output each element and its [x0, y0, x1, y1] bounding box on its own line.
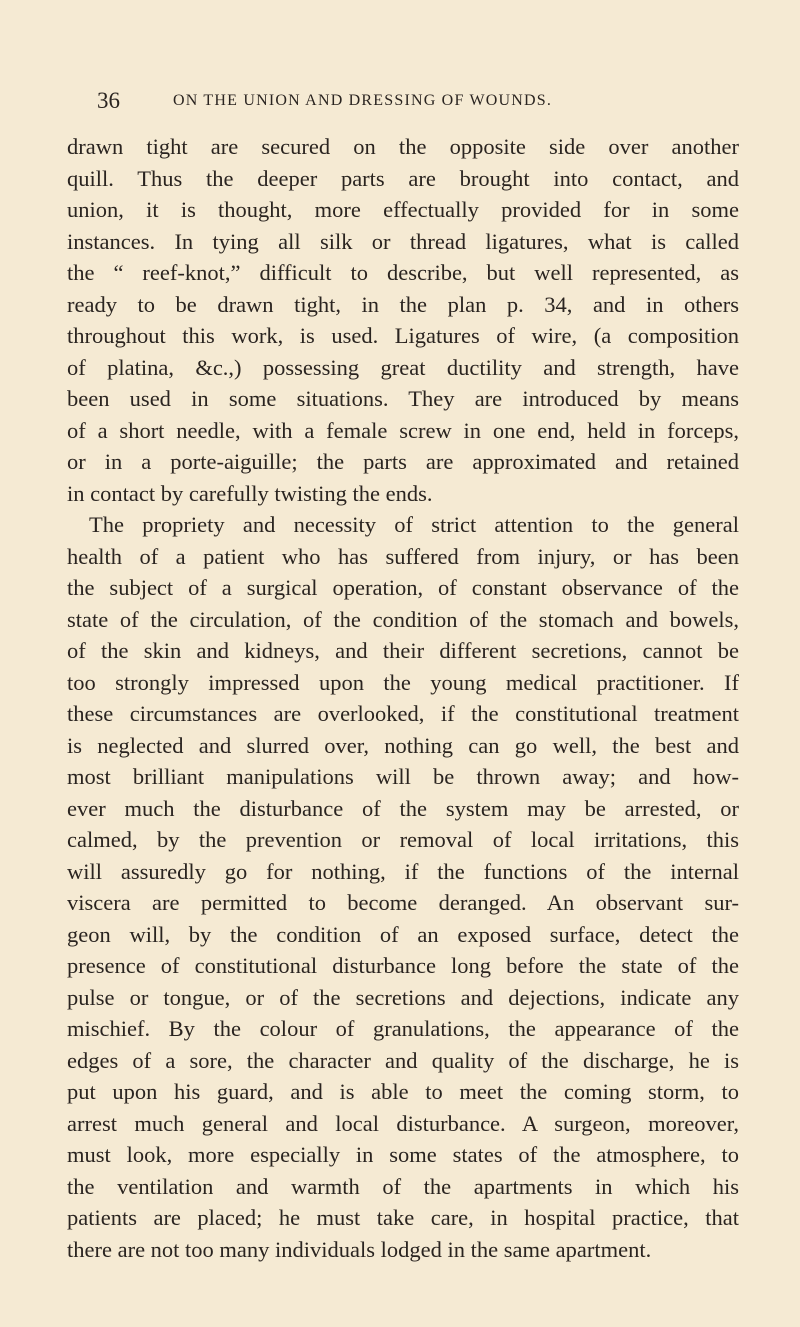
text-line: patients are placed; he must take care, in hospital practice, that [67, 1205, 739, 1230]
text-line: pulse or tongue, or of the secretions and dejections, indicate any [67, 984, 739, 1010]
text-line: throughout this work, is used. Ligatures of wire, (a composition [67, 323, 739, 348]
text-line: quill. Thus the deeper parts are brought into contact, and [67, 165, 739, 191]
text-line: most brilliant manipulations will be thrown away; and how- [67, 764, 739, 789]
text-line: calmed, by the prevention or removal of local irritations, this [67, 827, 739, 852]
text-line: or in a porte-aiguille; the parts are approximated and retained [67, 449, 739, 474]
text-line: the “ reef-knot,” difficult to describe, but well represented, as [67, 260, 739, 285]
text-line: will assuredly go for nothing, if the functions of the internal [67, 858, 739, 884]
text-line: ever much the disturbance of the system may be arrested, or [67, 795, 739, 821]
running-title: ON THE UNION AND DRESSING OF WOUNDS. [173, 92, 553, 109]
text-line: viscera are permitted to become deranged. An observant sur- [67, 890, 739, 915]
text-line: union, it is thought, more effectually provided for in some [67, 197, 739, 222]
text-line: The propriety and necessity of strict attention to the general [89, 512, 739, 537]
text-line: the subject of a surgical operation, of constant observance of the [67, 575, 739, 600]
text-line: too strongly impressed upon the young medical practitioner. If [67, 669, 739, 695]
text-line: drawn tight are secured on the opposite side over another [67, 134, 739, 159]
text-line: must look, more especially in some states of the atmosphere, to [67, 1142, 739, 1167]
text-line: put upon his guard, and is able to meet the coming storm, to [67, 1079, 739, 1104]
text-line: in contact by carefully twisting the ends. [67, 480, 433, 506]
text-line: geon will, by the condition of an exposed surface, detect the [67, 921, 739, 947]
text-line: of a short needle, with a female screw in one end, held in forceps, [67, 417, 739, 443]
text-line: edges of a sore, the character and quality of the discharge, he is [67, 1047, 739, 1073]
text-line: is neglected and slurred over, nothing can go well, the best and [67, 732, 739, 758]
page-number: 36 [97, 88, 120, 113]
text-line: presence of constitutional disturbance long before the state of the [67, 953, 739, 978]
text-line: state of the circulation, of the condition of the stomach and bowels, [67, 606, 739, 632]
text-line: health of a patient who has suffered from injury, or has been [67, 543, 739, 569]
text-line: of the skin and kidneys, and their different secretions, cannot be [67, 638, 739, 663]
text-line: the ventilation and warmth of the apartments in which his [67, 1173, 739, 1199]
text-line: these circumstances are overlooked, if the constitutional treatment [67, 701, 739, 726]
text-line: there are not too many individuals lodged in the same apartment. [67, 1236, 652, 1262]
text-line: been used in some situations. They are introduced by means [67, 386, 739, 411]
text-line: mischief. By the colour of granulations, the appearance of the [67, 1016, 739, 1041]
text-line: ready to be drawn tight, in the plan p. 34, and in others [67, 291, 739, 317]
text-line: arrest much general and local disturbance. A surgeon, moreover, [67, 1110, 739, 1136]
text-line: of platina, &c.,) possessing great ductility and strength, have [67, 354, 739, 380]
body-text [67, 131, 739, 1265]
text-line: instances. In tying all silk or thread ligatures, what is called [67, 228, 739, 254]
